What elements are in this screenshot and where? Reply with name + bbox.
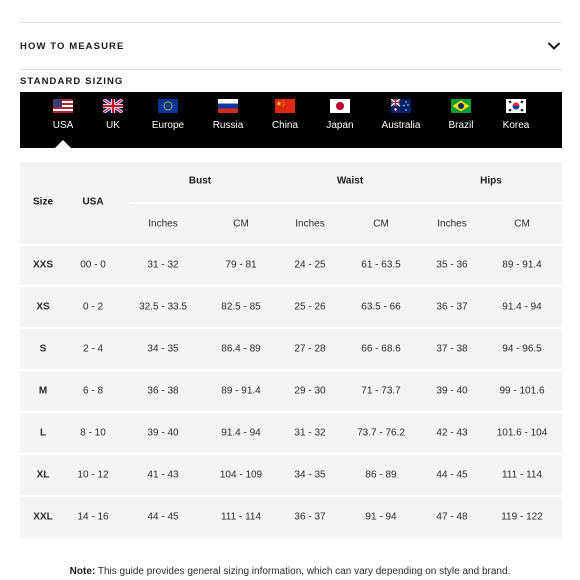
row-divider: [20, 369, 562, 371]
measurement-value: 66 - 68.6: [361, 343, 401, 355]
measurement-value: 42 - 43: [436, 427, 468, 439]
measurement-value: 44 - 45: [436, 469, 468, 481]
size-label: XXL: [33, 511, 53, 523]
usa-size-value: 10 - 12: [77, 469, 109, 481]
size-label: S: [39, 343, 47, 355]
size-label: XXS: [32, 259, 54, 271]
country-tab-russia[interactable]: [199, 92, 257, 148]
measurement-value: 94 - 96.5: [502, 343, 542, 355]
sizing-note: [0, 566, 580, 577]
measurement-value: 47 - 48: [436, 511, 468, 523]
measurement-value: 82.5 - 85: [221, 301, 261, 313]
usa-size-value: 8 - 10: [80, 427, 106, 439]
country-selector: [20, 92, 562, 148]
measurement-value: 37 - 38: [436, 343, 468, 355]
measurement-value: 101.6 - 104: [496, 427, 548, 439]
measurement-value: 104 - 109: [219, 469, 263, 481]
row-divider: [20, 285, 562, 287]
country-name: Russia: [212, 120, 244, 131]
measurement-value: 31 - 32: [147, 259, 179, 271]
waist-inches-header: Inches: [295, 218, 325, 230]
measurement-value: 111 - 114: [501, 469, 543, 481]
row-divider: [20, 411, 562, 413]
usa-flag-icon: [53, 99, 73, 113]
measurement-value: 99 - 101.6: [499, 385, 545, 397]
group-divider: [130, 202, 562, 204]
country-name: Australia: [381, 120, 421, 131]
measurement-value: 86.4 - 89: [221, 343, 261, 355]
measurement-value: 91.4 - 94: [502, 301, 542, 313]
country-tab-china[interactable]: [256, 92, 314, 148]
measurement-value: 36 - 37: [294, 511, 326, 523]
measurement-value: 29 - 30: [294, 385, 326, 397]
row-divider: [20, 327, 562, 329]
usa-size-value: 0 - 2: [82, 301, 104, 313]
how-to-measure-toggle[interactable]: [20, 24, 562, 68]
selected-country-indicator: [55, 140, 71, 148]
measurement-value: 71 - 73.7: [361, 385, 401, 397]
measurement-value: 79 - 81: [225, 259, 257, 271]
measurement-value: 34 - 35: [147, 343, 179, 355]
size-label: L: [39, 427, 47, 439]
usa-header: USA: [82, 196, 104, 208]
measurement-value: 25 - 26: [294, 301, 326, 313]
row-divider: [20, 453, 562, 455]
uk-flag-icon: [103, 99, 123, 113]
brazil-flag-icon: [451, 99, 471, 113]
measurement-value: 44 - 45: [147, 511, 179, 523]
size-label: M: [38, 385, 48, 397]
note-label: Note:: [69, 566, 96, 577]
measurement-value: 86 - 89: [365, 469, 397, 481]
measurement-value: 119 - 122: [501, 511, 543, 523]
size-label: XS: [36, 301, 50, 313]
standard-sizing-title: STANDARD SIZING: [20, 76, 124, 87]
australia-flag-icon: [391, 99, 411, 113]
how-to-measure-label: HOW TO MEASURE: [20, 40, 125, 52]
country-name: USA: [52, 120, 74, 131]
country-tab-japan[interactable]: [311, 92, 369, 148]
bust-cm-header: CM: [233, 218, 249, 230]
country-tab-korea[interactable]: [487, 92, 545, 148]
measurement-value: 41 - 43: [147, 469, 179, 481]
measurement-value: 35 - 36: [436, 259, 468, 271]
china-flag-icon: [275, 99, 295, 113]
usa-size-value: 14 - 16: [77, 511, 109, 523]
measurement-value: 89 - 91.4: [502, 259, 542, 271]
row-divider: [20, 495, 562, 497]
section-divider: [20, 69, 562, 70]
measurement-value: 91 - 94: [365, 511, 397, 523]
country-tab-australia[interactable]: [372, 92, 430, 148]
country-name: Europe: [151, 120, 185, 131]
russia-flag-icon: [218, 99, 238, 113]
size-header: Size: [32, 196, 54, 208]
hips-inches-header: Inches: [437, 218, 467, 230]
waist-header: Waist: [336, 175, 364, 187]
measurement-value: 34 - 35: [294, 469, 326, 481]
usa-size-value: 2 - 4: [82, 343, 104, 355]
measurement-value: 36 - 37: [436, 301, 468, 313]
measurement-value: 39 - 40: [147, 427, 179, 439]
size-label: XL: [36, 469, 50, 481]
measurement-value: 39 - 40: [436, 385, 468, 397]
eu-flag-icon: [158, 99, 178, 113]
usa-size-value: 00 - 0: [80, 259, 106, 271]
measurement-value: 32.5 - 33.5: [139, 301, 187, 313]
usa-size-value: 6 - 8: [82, 385, 104, 397]
note-text: This guide provides general sizing information, which can vary depending on style and brand.: [95, 566, 511, 577]
country-name: UK: [106, 120, 120, 131]
measurement-value: 111 - 114: [220, 511, 262, 523]
country-tab-europe[interactable]: [139, 92, 197, 148]
measurement-value: 73.7 - 76.2: [357, 427, 405, 439]
country-name: Korea: [502, 120, 530, 131]
country-name: Brazil: [448, 120, 474, 131]
bust-inches-header: Inches: [148, 218, 178, 230]
country-name: China: [271, 120, 299, 131]
chevron-down-icon[interactable]: [546, 38, 562, 54]
country-tab-uk[interactable]: [84, 92, 142, 148]
measurement-value: 27 - 28: [294, 343, 326, 355]
measurement-value: 63.5 - 66: [361, 301, 401, 313]
measurement-value: 31 - 32: [294, 427, 326, 439]
country-tab-brazil[interactable]: [432, 92, 490, 148]
hips-cm-header: CM: [514, 218, 530, 230]
size-chart-table: [20, 162, 562, 538]
japan-flag-icon: [330, 99, 350, 113]
country-name: Japan: [326, 120, 354, 131]
measurement-value: 91.4 - 94: [221, 427, 261, 439]
measurement-value: 36 - 38: [147, 385, 179, 397]
header-divider: [20, 244, 562, 246]
top-divider: [20, 22, 562, 23]
measurement-value: 24 - 25: [294, 259, 326, 271]
measurement-value: 61 - 63.5: [361, 259, 401, 271]
korea-flag-icon: [506, 99, 526, 113]
hips-header: Hips: [480, 175, 502, 187]
measurement-value: 89 - 91.4: [221, 385, 261, 397]
waist-cm-header: CM: [373, 218, 389, 230]
bust-header: Bust: [188, 175, 212, 187]
